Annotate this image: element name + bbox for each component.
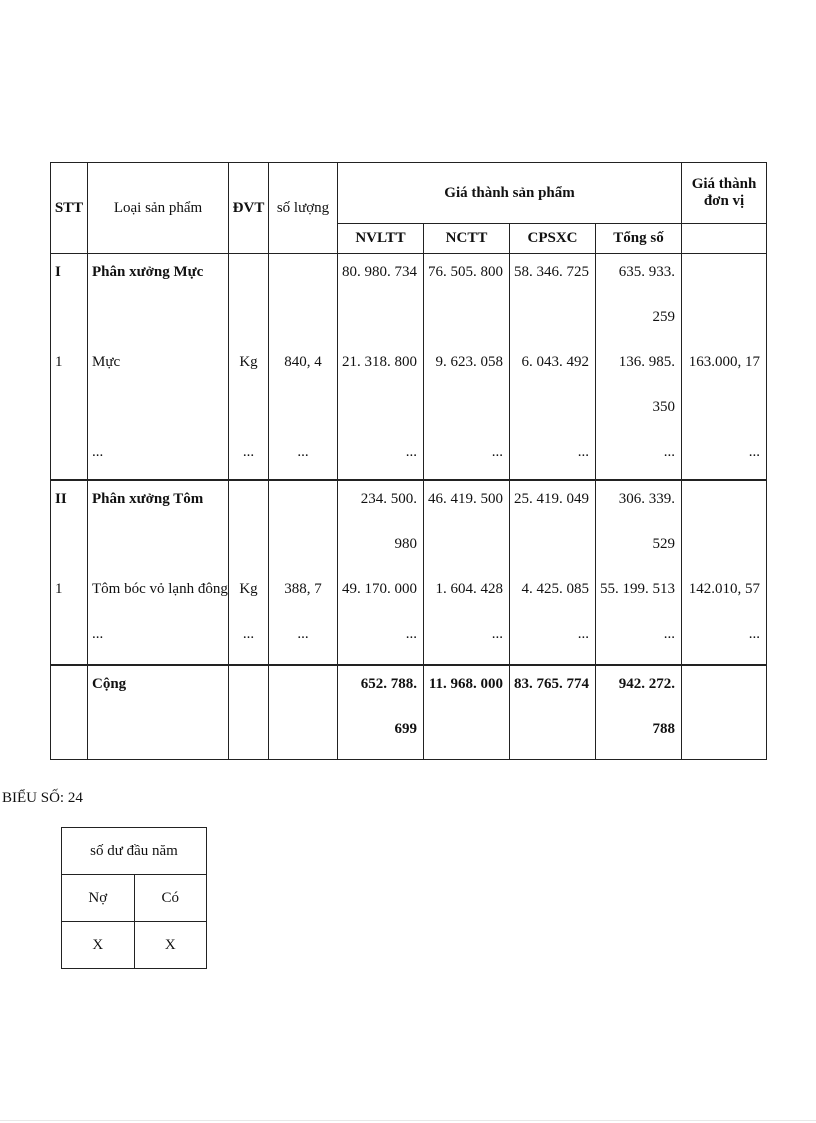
total-cpsxc: 83. 765. 774 [514, 676, 589, 692]
section-nvltt-line2: 980 [394, 536, 417, 552]
item-cpsxc: 4. 425. 085 [521, 581, 589, 597]
ellipsis: ... [297, 626, 309, 642]
section-cpsxc: 58. 346. 725 [514, 264, 589, 280]
ellipsis: ... [405, 626, 417, 642]
item-quantity: 840, 4 [284, 354, 322, 370]
debit-header: Nợ [62, 875, 135, 922]
credit-header: Có [134, 875, 207, 922]
total-total-line2: 788 [652, 721, 676, 737]
section-stt: I [55, 264, 61, 280]
header-unit-cost-blank [682, 224, 767, 254]
item-nctt: 1. 604. 428 [435, 581, 503, 597]
page-divider [0, 1120, 816, 1121]
total-row [51, 665, 767, 759]
section-total-line1: 635. 933. [618, 264, 676, 280]
total-nctt: 11. 968. 000 [428, 676, 503, 692]
header-stt: STT [51, 163, 88, 254]
header-total: Tổng số [596, 224, 682, 254]
item-cpsxc: 6. 043. 492 [521, 354, 589, 370]
debit-value: X [62, 922, 135, 969]
ellipsis: ... [92, 626, 104, 642]
ellipsis: ... [491, 626, 503, 642]
section-cpsxc: 25. 419. 049 [514, 491, 589, 507]
header-unit-cost [682, 163, 767, 224]
item-unit-cost: 163.000, 17 [688, 354, 761, 370]
item-stt: 1 [55, 354, 63, 370]
header-nctt: NCTT [424, 224, 510, 254]
section-row [51, 480, 767, 665]
ellipsis: ... [577, 444, 589, 460]
item-name: Tôm bóc vỏ lạnh đông [92, 581, 228, 597]
header-unit: ĐVT [229, 163, 269, 254]
header-nvltt: NVLTT [338, 224, 424, 254]
item-nvltt: 21. 318. 800 [342, 354, 417, 370]
total-nvltt-line2: 699 [394, 721, 417, 737]
section-name: Phân xưởng Mực [92, 264, 204, 280]
section-nvltt-line1: 234. 500. [360, 491, 417, 507]
ellipsis: ... [242, 626, 255, 642]
item-total-line1: 136. 985. [618, 354, 676, 370]
ellipsis: ... [92, 444, 104, 460]
section-row [51, 254, 767, 481]
item-nvltt: 49. 170. 000 [342, 581, 417, 597]
section-nctt: 46. 419. 500 [428, 491, 503, 507]
cost-table [50, 162, 767, 760]
ellipsis: ... [491, 444, 503, 460]
header-unit-cost-line2: đơn vị [703, 193, 745, 209]
header-cost-group: Giá thành sản phẩm [338, 163, 682, 224]
header-cpsxc: CPSXC [510, 224, 596, 254]
item-quantity: 388, 7 [284, 581, 322, 597]
ellipsis: ... [242, 444, 255, 460]
header-product-type: Loại sản phẩm [88, 163, 229, 254]
section-nctt: 76. 505. 800 [428, 264, 503, 280]
header-unit-cost-line1: Giá thành [691, 176, 757, 192]
ellipsis: ... [748, 444, 761, 460]
ellipsis: ... [663, 626, 676, 642]
total-total-line1: 942. 272. [618, 676, 676, 692]
ellipsis: ... [748, 626, 761, 642]
section-stt: II [55, 491, 67, 507]
total-label: Cộng [92, 676, 127, 692]
header-quantity: số lượng [269, 163, 338, 254]
item-unit: Kg [239, 581, 258, 597]
form-number-label: BIỂU SỐ: 24 [2, 790, 83, 806]
section-total-line2: 259 [652, 309, 676, 325]
ellipsis: ... [297, 444, 309, 460]
item-nctt: 9. 623. 058 [435, 354, 503, 370]
opening-balance-header: số dư đầu năm [62, 828, 207, 875]
total-nvltt-line1: 652. 788. [360, 676, 417, 692]
section-name: Phân xưởng Tôm [92, 491, 204, 507]
ellipsis: ... [577, 626, 589, 642]
item-total-line2: 350 [652, 399, 676, 415]
credit-value: X [134, 922, 207, 969]
item-name: Mực [92, 354, 121, 370]
item-total: 55. 199. 513 [600, 581, 676, 597]
item-stt: 1 [55, 581, 63, 597]
ellipsis: ... [663, 444, 676, 460]
section-nvltt: 80. 980. 734 [342, 264, 417, 280]
ellipsis: ... [405, 444, 417, 460]
section-total-line1: 306. 339. [618, 491, 676, 507]
item-unit: Kg [239, 354, 258, 370]
item-unit-cost: 142.010, 57 [688, 581, 761, 597]
opening-balance-table [61, 827, 207, 969]
section-total-line2: 529 [652, 536, 676, 552]
